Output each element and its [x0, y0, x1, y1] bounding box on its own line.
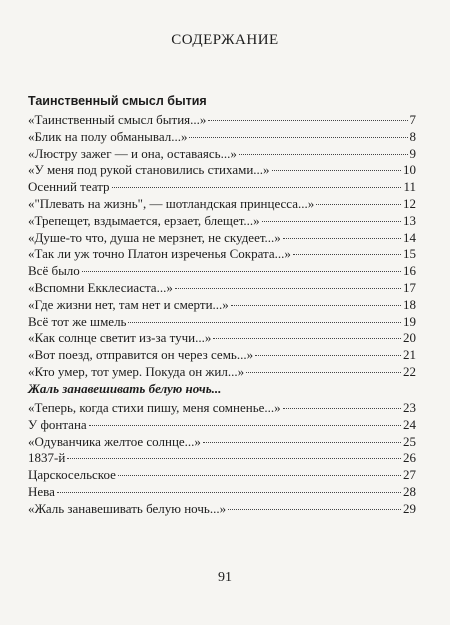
toc-entry-title: «Блик на полу обманывал...» [28, 128, 188, 144]
dot-leader [175, 288, 401, 289]
toc-entry [28, 179, 416, 196]
toc-entry [28, 400, 416, 417]
toc-entry-page: 26 [403, 450, 416, 466]
dot-leader [293, 254, 401, 255]
dot-leader [82, 271, 401, 272]
dot-leader [316, 204, 401, 205]
section-heading: Таинственный смысл бытия [28, 94, 207, 108]
toc-entry-title: «"Плевать на жизнь", — шотландская принцесса...» [28, 195, 315, 211]
toc-entry-title: «Где жизни нет, там нет и смерти...» [28, 296, 229, 312]
toc-entry-page: 19 [403, 313, 416, 329]
toc-entry [28, 314, 416, 331]
section-heading: Жаль занавешивать белую ночь... [28, 381, 222, 396]
toc-entry-page: 9 [409, 145, 416, 161]
toc-entry [28, 246, 416, 263]
toc-entry [28, 297, 416, 314]
toc-entry-title: «Кто умер, тот умер. Покуда он жил...» [28, 363, 245, 379]
page-number: 91 [218, 570, 232, 585]
dot-leader [67, 458, 401, 459]
toc-entry-page: 15 [403, 246, 416, 262]
toc-entry [28, 450, 416, 467]
dot-leader [208, 120, 407, 121]
dot-leader [203, 442, 401, 443]
toc-entry [28, 434, 416, 451]
dot-leader [262, 221, 401, 222]
toc-entry [28, 280, 416, 297]
toc-entry-page: 18 [403, 296, 416, 312]
toc-entry-page: 10 [403, 162, 416, 178]
dot-leader [112, 187, 402, 188]
toc-entry [28, 484, 416, 501]
toc-entry-page: 14 [403, 229, 416, 245]
toc-entry-page: 12 [403, 195, 416, 211]
dot-leader [246, 372, 401, 373]
toc-entry [28, 213, 416, 230]
dot-leader [57, 492, 401, 493]
toc-entry-title: «Одуванчика желтое солнце...» [28, 433, 201, 449]
toc-entry-title: «У меня под рукой становились стихами...» [28, 162, 270, 178]
toc-entry-title: «Вспомни Екклесиаста...» [28, 279, 173, 295]
toc-entry-title: Нева [28, 483, 55, 499]
toc-entry-page: 21 [403, 347, 416, 363]
toc-entry [28, 467, 416, 484]
toc-entry-title: «Вот поезд, отправится он через семь...» [28, 347, 254, 363]
toc-entry-page: 29 [403, 500, 416, 516]
dot-leader [283, 238, 401, 239]
toc-entry-title: «Теперь, когда стихи пишу, меня сомненье...» [28, 400, 281, 415]
toc-entry-title: 1837-й [28, 450, 66, 466]
toc-entry-title: Осенний театр [28, 179, 110, 195]
toc-list [28, 400, 416, 518]
toc-entry-page: 20 [403, 330, 416, 346]
toc-entry [28, 162, 416, 179]
dot-leader [189, 137, 407, 138]
dot-leader [118, 475, 401, 476]
dot-leader [231, 305, 401, 306]
dot-leader [213, 338, 401, 339]
toc-entry-title: «Как солнце светит из-за тучи...» [28, 330, 212, 346]
toc-entry [28, 330, 416, 347]
toc-entry-page: 23 [403, 400, 416, 415]
page-title: СОДЕРЖАНИЕ [171, 32, 279, 48]
toc-entry-title: У фонтана [28, 416, 87, 432]
toc-entry-page: 16 [403, 263, 416, 279]
toc-entry-page: 27 [403, 467, 416, 483]
toc-entry-page: 8 [409, 128, 416, 144]
toc-entry-page: 24 [403, 416, 416, 432]
dot-leader [228, 509, 401, 510]
toc-entry [28, 146, 416, 163]
dot-leader [255, 355, 401, 356]
toc-entry-page: 17 [403, 279, 416, 295]
toc-entry-page: 11 [403, 179, 416, 195]
dot-leader [239, 154, 408, 155]
toc-entry-page: 25 [403, 433, 416, 449]
toc-entry-title: «Трепещет, вздымается, ерзает, блещет...» [28, 212, 260, 228]
toc-entry [28, 417, 416, 434]
toc-entry-page: 22 [403, 363, 416, 379]
toc-entry [28, 196, 416, 213]
toc-entry-title: Всё тот же шмель [28, 313, 127, 329]
toc-list [28, 112, 416, 381]
toc-entry-page: 13 [403, 212, 416, 228]
dot-leader [89, 425, 401, 426]
toc-entry-title: Всё было [28, 263, 80, 279]
toc-entry-title: «Так ли уж точно Платон изреченья Сократа...» [28, 246, 291, 262]
toc-entry [28, 129, 416, 146]
toc-entry [28, 230, 416, 247]
toc-entry [28, 364, 416, 381]
toc-entry-page: 28 [403, 483, 416, 499]
toc-entry-title: Царскосельское [28, 467, 116, 483]
toc-entry [28, 263, 416, 280]
toc-entry-title: «Душе-то что, душа не мерзнет, не скудеет...» [28, 229, 281, 245]
toc-entry-title: «Таинственный смысл бытия...» [28, 112, 207, 127]
toc-entry [28, 347, 416, 364]
dot-leader [128, 322, 401, 323]
dot-leader [272, 170, 401, 171]
toc-section-2 [28, 380, 416, 518]
toc-entry [28, 112, 416, 129]
toc-entry-page: 7 [409, 112, 416, 127]
toc-section-1 [28, 92, 416, 381]
toc-entry [28, 501, 416, 518]
toc-entry-title: «Жаль занавешивать белую ночь...» [28, 500, 227, 516]
dot-leader [283, 408, 401, 409]
toc-entry-title: «Люстру зажег — и она, оставаясь...» [28, 145, 237, 161]
